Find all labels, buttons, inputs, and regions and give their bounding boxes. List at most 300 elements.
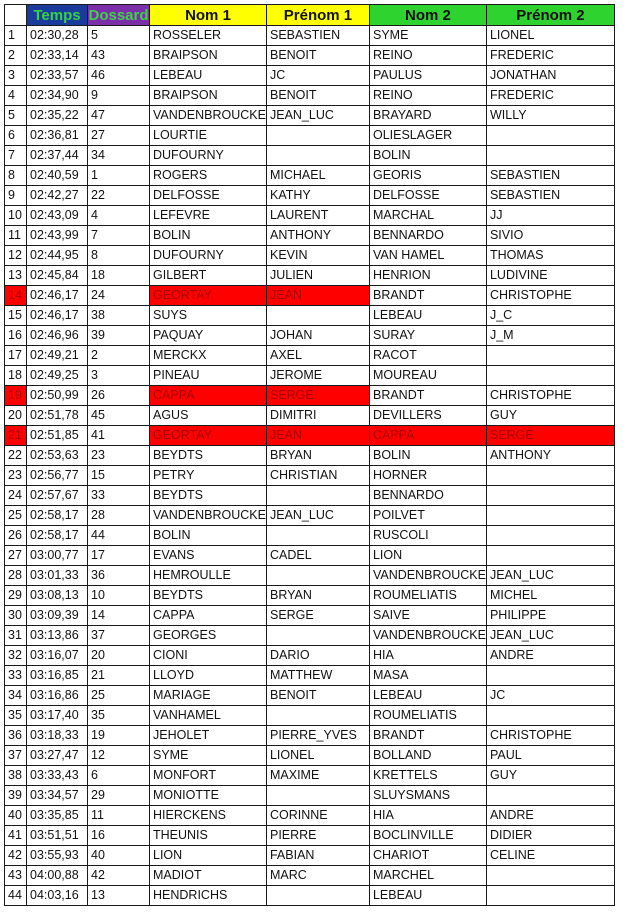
nom2-cell: POILVET bbox=[369, 506, 486, 526]
dossard-cell: 1 bbox=[88, 166, 150, 186]
rank-cell: 2 bbox=[5, 46, 27, 66]
table-row bbox=[5, 126, 615, 146]
nom1-cell: MARIAGE bbox=[150, 686, 267, 706]
prenom2-cell: GUY bbox=[486, 766, 614, 786]
prenom1-cell: BENOIT bbox=[266, 86, 369, 106]
prenom2-cell: PAUL bbox=[486, 746, 614, 766]
table-row bbox=[5, 206, 615, 226]
prenom2-cell: JJ bbox=[486, 206, 614, 226]
time-cell: 03:17,40 bbox=[27, 706, 88, 726]
prenom1-cell: BRYAN bbox=[266, 446, 369, 466]
prenom2-cell: CHRISTOPHE bbox=[486, 286, 614, 306]
nom1-cell: DUFOURNY bbox=[150, 146, 267, 166]
nom1-cell: CIONI bbox=[150, 646, 267, 666]
nom1-cell: PAQUAY bbox=[150, 326, 267, 346]
prenom1-cell: CORINNE bbox=[266, 806, 369, 826]
rank-cell: 33 bbox=[5, 666, 27, 686]
nom1-cell: THEUNIS bbox=[150, 826, 267, 846]
dossard-cell: 27 bbox=[88, 126, 150, 146]
nom1-cell: MERCKX bbox=[150, 346, 267, 366]
header-row bbox=[5, 5, 615, 26]
dossard-cell: 45 bbox=[88, 406, 150, 426]
prenom2-cell: ANTHONY bbox=[486, 446, 614, 466]
time-cell: 02:43,09 bbox=[27, 206, 88, 226]
nom2-cell: OLIESLAGER bbox=[369, 126, 486, 146]
dossard-cell: 34 bbox=[88, 146, 150, 166]
nom1-cell: SYME bbox=[150, 746, 267, 766]
nom2-cell: BRANDT bbox=[369, 726, 486, 746]
prenom1-cell: MATTHEW bbox=[266, 666, 369, 686]
time-cell: 03:09,39 bbox=[27, 606, 88, 626]
prenom1-cell: PIERRE bbox=[266, 826, 369, 846]
dossard-cell: 40 bbox=[88, 846, 150, 866]
prenom1-cell: SERGE bbox=[266, 386, 369, 406]
prenom2-cell bbox=[486, 366, 614, 386]
table-row bbox=[5, 186, 615, 206]
prenom2-cell bbox=[486, 466, 614, 486]
prenom2-cell: CHRISTOPHE bbox=[486, 726, 614, 746]
table-row bbox=[5, 606, 615, 626]
table-row bbox=[5, 686, 615, 706]
prenom2-cell: SEBASTIEN bbox=[486, 166, 614, 186]
dossard-cell: 4 bbox=[88, 206, 150, 226]
nom2-cell: HORNER bbox=[369, 466, 486, 486]
table-row bbox=[5, 46, 615, 66]
time-cell: 02:33,14 bbox=[27, 46, 88, 66]
nom1-cell: MONIOTTE bbox=[150, 786, 267, 806]
dossard-cell: 37 bbox=[88, 626, 150, 646]
nom2-cell: LION bbox=[369, 546, 486, 566]
prenom2-cell bbox=[486, 666, 614, 686]
nom2-cell: BRAYARD bbox=[369, 106, 486, 126]
rank-cell: 41 bbox=[5, 826, 27, 846]
rank-cell: 14 bbox=[5, 286, 27, 306]
table-row bbox=[5, 766, 615, 786]
time-cell: 02:46,96 bbox=[27, 326, 88, 346]
prenom1-cell bbox=[266, 486, 369, 506]
rank-cell: 17 bbox=[5, 346, 27, 366]
table-row bbox=[5, 486, 615, 506]
dossard-cell: 35 bbox=[88, 706, 150, 726]
nom1-cell: BRAIPSON bbox=[150, 86, 267, 106]
table-row bbox=[5, 106, 615, 126]
rank-cell: 9 bbox=[5, 186, 27, 206]
prenom2-cell: SIVIO bbox=[486, 226, 614, 246]
nom1-cell: MADIOT bbox=[150, 866, 267, 886]
prenom2-cell bbox=[486, 526, 614, 546]
dossard-cell: 29 bbox=[88, 786, 150, 806]
rank-cell: 28 bbox=[5, 566, 27, 586]
prenom1-cell: JULIEN bbox=[266, 266, 369, 286]
rank-cell: 36 bbox=[5, 726, 27, 746]
nom1-cell: GEORTAY bbox=[150, 286, 267, 306]
time-cell: 03:16,86 bbox=[27, 686, 88, 706]
rank-cell: 7 bbox=[5, 146, 27, 166]
nom2-cell: KRETTELS bbox=[369, 766, 486, 786]
rank-cell: 24 bbox=[5, 486, 27, 506]
nom1-cell: GEORTAY bbox=[150, 426, 267, 446]
table-row bbox=[5, 506, 615, 526]
time-cell: 03:33,43 bbox=[27, 766, 88, 786]
nom2-cell: GEORIS bbox=[369, 166, 486, 186]
prenom1-cell: KATHY bbox=[266, 186, 369, 206]
prenom1-cell: CADEL bbox=[266, 546, 369, 566]
dossard-cell: 28 bbox=[88, 506, 150, 526]
prenom2-cell: JEAN_LUC bbox=[486, 566, 614, 586]
time-cell: 02:57,67 bbox=[27, 486, 88, 506]
time-cell: 03:01,33 bbox=[27, 566, 88, 586]
nom1-cell: GEORGES bbox=[150, 626, 267, 646]
prenom1-cell bbox=[266, 626, 369, 646]
table-row bbox=[5, 226, 615, 246]
prenom2-cell: MICHEL bbox=[486, 586, 614, 606]
table-row bbox=[5, 446, 615, 466]
table-row bbox=[5, 706, 615, 726]
nom1-cell: LLOYD bbox=[150, 666, 267, 686]
prenom1-cell bbox=[266, 306, 369, 326]
rank-cell: 32 bbox=[5, 646, 27, 666]
prenom1-cell: SERGE bbox=[266, 606, 369, 626]
prenom1-cell: LAURENT bbox=[266, 206, 369, 226]
nom2-cell: REINO bbox=[369, 46, 486, 66]
time-cell: 02:34,90 bbox=[27, 86, 88, 106]
nom1-cell: GILBERT bbox=[150, 266, 267, 286]
table-row bbox=[5, 426, 615, 446]
table-row bbox=[5, 146, 615, 166]
dossard-header: Dossard bbox=[88, 6, 149, 24]
rank-cell: 26 bbox=[5, 526, 27, 546]
nom2-cell: CHARIOT bbox=[369, 846, 486, 866]
time-cell: 02:46,17 bbox=[27, 306, 88, 326]
dossard-cell: 44 bbox=[88, 526, 150, 546]
rank-cell: 39 bbox=[5, 786, 27, 806]
dossard-cell: 11 bbox=[88, 806, 150, 826]
table-row bbox=[5, 526, 615, 546]
time-cell: 03:35,85 bbox=[27, 806, 88, 826]
nom2-cell: SURAY bbox=[369, 326, 486, 346]
table-row bbox=[5, 626, 615, 646]
dossard-cell: 38 bbox=[88, 306, 150, 326]
rank-cell: 10 bbox=[5, 206, 27, 226]
prenom1-cell bbox=[266, 886, 369, 906]
table-row bbox=[5, 366, 615, 386]
prenom2-cell bbox=[486, 486, 614, 506]
prenom2-cell: J_C bbox=[486, 306, 614, 326]
prenom1-cell: AXEL bbox=[266, 346, 369, 366]
prenom1-header: Prénom 1 bbox=[266, 5, 369, 26]
nom1-cell: DELFOSSE bbox=[150, 186, 267, 206]
time-cell: 02:51,85 bbox=[27, 426, 88, 446]
nom2-cell: CAPPA bbox=[369, 426, 486, 446]
rank-cell: 38 bbox=[5, 766, 27, 786]
table-row bbox=[5, 346, 615, 366]
nom2-cell: BOLIN bbox=[369, 446, 486, 466]
nom2-cell: RACOT bbox=[369, 346, 486, 366]
dossard-cell: 6 bbox=[88, 766, 150, 786]
nom1-cell: SUYS bbox=[150, 306, 267, 326]
nom2-cell: BOCLINVILLE bbox=[369, 826, 486, 846]
prenom1-cell: PIERRE_YVES bbox=[266, 726, 369, 746]
nom2-cell: MARCHAL bbox=[369, 206, 486, 226]
nom1-cell: BRAIPSON bbox=[150, 46, 267, 66]
rank-cell: 27 bbox=[5, 546, 27, 566]
prenom2-cell: J_M bbox=[486, 326, 614, 346]
table-row bbox=[5, 666, 615, 686]
nom2-cell: VAN HAMEL bbox=[369, 246, 486, 266]
nom1-cell: VANHAMEL bbox=[150, 706, 267, 726]
nom1-cell: BEYDTS bbox=[150, 446, 267, 466]
nom2-cell: LEBEAU bbox=[369, 306, 486, 326]
nom1-cell: JEHOLET bbox=[150, 726, 267, 746]
table-row bbox=[5, 406, 615, 426]
prenom1-cell: MICHAEL bbox=[266, 166, 369, 186]
rank-header bbox=[5, 5, 27, 26]
prenom1-cell: BENOIT bbox=[266, 686, 369, 706]
nom2-cell: BRANDT bbox=[369, 386, 486, 406]
dossard-cell: 21 bbox=[88, 666, 150, 686]
dossard-cell: 13 bbox=[88, 886, 150, 906]
time-cell: 03:00,77 bbox=[27, 546, 88, 566]
prenom2-cell: PHILIPPE bbox=[486, 606, 614, 626]
rank-cell: 34 bbox=[5, 686, 27, 706]
table-body bbox=[5, 26, 615, 906]
table-row bbox=[5, 806, 615, 826]
table-row bbox=[5, 746, 615, 766]
dossard-cell: 2 bbox=[88, 346, 150, 366]
prenom2-cell bbox=[486, 546, 614, 566]
prenom1-cell: JEAN bbox=[266, 426, 369, 446]
nom2-cell: PAULUS bbox=[369, 66, 486, 86]
table-row bbox=[5, 266, 615, 286]
prenom2-cell: JEAN_LUC bbox=[486, 626, 614, 646]
time-cell: 02:44,95 bbox=[27, 246, 88, 266]
time-cell: 02:51,78 bbox=[27, 406, 88, 426]
prenom1-cell: LIONEL bbox=[266, 746, 369, 766]
nom2-cell: BRANDT bbox=[369, 286, 486, 306]
nom2-cell: RUSCOLI bbox=[369, 526, 486, 546]
prenom2-cell: ANDRE bbox=[486, 806, 614, 826]
prenom2-cell bbox=[486, 126, 614, 146]
prenom1-cell: BRYAN bbox=[266, 586, 369, 606]
time-cell: 02:43,99 bbox=[27, 226, 88, 246]
prenom2-cell: CHRISTOPHE bbox=[486, 386, 614, 406]
nom1-cell: LION bbox=[150, 846, 267, 866]
rank-cell: 21 bbox=[5, 426, 27, 446]
nom1-cell: BOLIN bbox=[150, 226, 267, 246]
nom1-cell: CAPPA bbox=[150, 606, 267, 626]
prenom2-cell bbox=[486, 886, 614, 906]
dossard-cell: 25 bbox=[88, 686, 150, 706]
nom2-cell: SLUYSMANS bbox=[369, 786, 486, 806]
prenom2-cell: SEBASTIEN bbox=[486, 186, 614, 206]
rank-cell: 19 bbox=[5, 386, 27, 406]
table-row bbox=[5, 846, 615, 866]
time-cell: 02:46,17 bbox=[27, 286, 88, 306]
prenom2-cell: ANDRE bbox=[486, 646, 614, 666]
nom2-cell: DEVILLERS bbox=[369, 406, 486, 426]
time-cell: 03:34,57 bbox=[27, 786, 88, 806]
prenom1-cell bbox=[266, 126, 369, 146]
prenom1-cell: JEAN_LUC bbox=[266, 106, 369, 126]
rank-cell: 1 bbox=[5, 26, 27, 46]
prenom2-cell: DIDIER bbox=[486, 826, 614, 846]
nom2-cell: HIA bbox=[369, 806, 486, 826]
prenom2-cell: LIONEL bbox=[486, 26, 614, 46]
time-cell: 02:33,57 bbox=[27, 66, 88, 86]
rank-cell: 35 bbox=[5, 706, 27, 726]
prenom1-cell: MARC bbox=[266, 866, 369, 886]
rank-cell: 12 bbox=[5, 246, 27, 266]
rank-cell: 25 bbox=[5, 506, 27, 526]
rank-cell: 4 bbox=[5, 86, 27, 106]
prenom2-cell: GUY bbox=[486, 406, 614, 426]
table-header bbox=[5, 5, 615, 26]
nom2-cell: VANDENBROUCKE bbox=[369, 566, 486, 586]
time-cell: 02:58,17 bbox=[27, 506, 88, 526]
time-cell: 03:18,33 bbox=[27, 726, 88, 746]
prenom2-cell bbox=[486, 146, 614, 166]
prenom2-cell: CELINE bbox=[486, 846, 614, 866]
dossard-cell: 23 bbox=[88, 446, 150, 466]
time-cell: 04:00,88 bbox=[27, 866, 88, 886]
nom2-cell: LEBEAU bbox=[369, 686, 486, 706]
dossard-cell: 14 bbox=[88, 606, 150, 626]
rank-cell: 44 bbox=[5, 886, 27, 906]
nom1-cell: LEBEAU bbox=[150, 66, 267, 86]
table-row bbox=[5, 786, 615, 806]
nom1-cell: DUFOURNY bbox=[150, 246, 267, 266]
prenom1-cell bbox=[266, 706, 369, 726]
prenom1-cell: JEROME bbox=[266, 366, 369, 386]
rank-cell: 16 bbox=[5, 326, 27, 346]
dossard-cell: 19 bbox=[88, 726, 150, 746]
prenom1-cell bbox=[266, 526, 369, 546]
prenom1-cell: DARIO bbox=[266, 646, 369, 666]
rank-cell: 18 bbox=[5, 366, 27, 386]
temps-header: Temps bbox=[27, 5, 88, 26]
prenom2-cell: WILLY bbox=[486, 106, 614, 126]
table-row bbox=[5, 326, 615, 346]
nom2-cell: HENRION bbox=[369, 266, 486, 286]
prenom1-cell: BENOIT bbox=[266, 46, 369, 66]
nom2-cell: SYME bbox=[369, 26, 486, 46]
table-row bbox=[5, 26, 615, 46]
nom1-cell: VANDENBROUCKE bbox=[150, 106, 267, 126]
table-row bbox=[5, 86, 615, 106]
nom1-cell: HEMROULLE bbox=[150, 566, 267, 586]
dossard-cell: 18 bbox=[88, 266, 150, 286]
nom1-cell: HIERCKENS bbox=[150, 806, 267, 826]
table-row bbox=[5, 246, 615, 266]
nom1-header: Nom 1 bbox=[150, 5, 267, 26]
time-cell: 02:53,63 bbox=[27, 446, 88, 466]
dossard-cell: 10 bbox=[88, 586, 150, 606]
prenom2-cell bbox=[486, 706, 614, 726]
time-cell: 03:13,86 bbox=[27, 626, 88, 646]
dossard-cell: 15 bbox=[88, 466, 150, 486]
rank-cell: 15 bbox=[5, 306, 27, 326]
dossard-cell: 36 bbox=[88, 566, 150, 586]
results-table bbox=[4, 4, 615, 906]
prenom1-cell: FABIAN bbox=[266, 846, 369, 866]
prenom1-cell: JC bbox=[266, 66, 369, 86]
dossard-cell: 26 bbox=[88, 386, 150, 406]
nom2-cell: SAIVE bbox=[369, 606, 486, 626]
nom1-cell: AGUS bbox=[150, 406, 267, 426]
time-cell: 02:30,28 bbox=[27, 26, 88, 46]
nom2-cell: BENNARDO bbox=[369, 226, 486, 246]
dossard-cell: 39 bbox=[88, 326, 150, 346]
table-row bbox=[5, 586, 615, 606]
dossard-cell: 16 bbox=[88, 826, 150, 846]
prenom1-cell: KEVIN bbox=[266, 246, 369, 266]
dossard-cell: 42 bbox=[88, 866, 150, 886]
dossard-cell: 7 bbox=[88, 226, 150, 246]
time-cell: 02:45,84 bbox=[27, 266, 88, 286]
time-cell: 02:49,21 bbox=[27, 346, 88, 366]
nom2-cell: DELFOSSE bbox=[369, 186, 486, 206]
rank-cell: 30 bbox=[5, 606, 27, 626]
rank-cell: 31 bbox=[5, 626, 27, 646]
prenom1-cell: SEBASTIEN bbox=[266, 26, 369, 46]
nom2-cell: MASA bbox=[369, 666, 486, 686]
rank-cell: 22 bbox=[5, 446, 27, 466]
rank-cell: 23 bbox=[5, 466, 27, 486]
prenom1-cell bbox=[266, 146, 369, 166]
table-row bbox=[5, 726, 615, 746]
table-row bbox=[5, 826, 615, 846]
dossard-cell: 9 bbox=[88, 86, 150, 106]
dossard-cell: 17 bbox=[88, 546, 150, 566]
table-row bbox=[5, 566, 615, 586]
table-row bbox=[5, 386, 615, 406]
table-row bbox=[5, 866, 615, 886]
dossard-cell: 3 bbox=[88, 366, 150, 386]
time-cell: 03:27,47 bbox=[27, 746, 88, 766]
rank-cell: 13 bbox=[5, 266, 27, 286]
rank-cell: 11 bbox=[5, 226, 27, 246]
time-cell: 03:55,93 bbox=[27, 846, 88, 866]
prenom2-header: Prénom 2 bbox=[486, 5, 614, 26]
nom1-cell: BEYDTS bbox=[150, 586, 267, 606]
table-row bbox=[5, 166, 615, 186]
nom2-cell: BOLLAND bbox=[369, 746, 486, 766]
prenom2-cell: JONATHAN bbox=[486, 66, 614, 86]
rank-cell: 42 bbox=[5, 846, 27, 866]
prenom1-cell: JEAN bbox=[266, 286, 369, 306]
table-row bbox=[5, 646, 615, 666]
prenom1-cell bbox=[266, 566, 369, 586]
table-row bbox=[5, 546, 615, 566]
time-cell: 02:49,25 bbox=[27, 366, 88, 386]
dossard-cell: 5 bbox=[88, 26, 150, 46]
dossard-cell: 41 bbox=[88, 426, 150, 446]
dossard-cell: 43 bbox=[88, 46, 150, 66]
prenom2-cell bbox=[486, 786, 614, 806]
prenom1-cell: CHRISTIAN bbox=[266, 466, 369, 486]
nom1-cell: ROSSELER bbox=[150, 26, 267, 46]
rank-cell: 3 bbox=[5, 66, 27, 86]
dossard-cell: 8 bbox=[88, 246, 150, 266]
time-cell: 02:56,77 bbox=[27, 466, 88, 486]
nom2-cell: BOLIN bbox=[369, 146, 486, 166]
prenom2-cell: THOMAS bbox=[486, 246, 614, 266]
time-cell: 03:08,13 bbox=[27, 586, 88, 606]
time-cell: 02:42,27 bbox=[27, 186, 88, 206]
prenom2-cell: FREDERIC bbox=[486, 86, 614, 106]
table-row bbox=[5, 66, 615, 86]
nom1-cell: LOURTIE bbox=[150, 126, 267, 146]
